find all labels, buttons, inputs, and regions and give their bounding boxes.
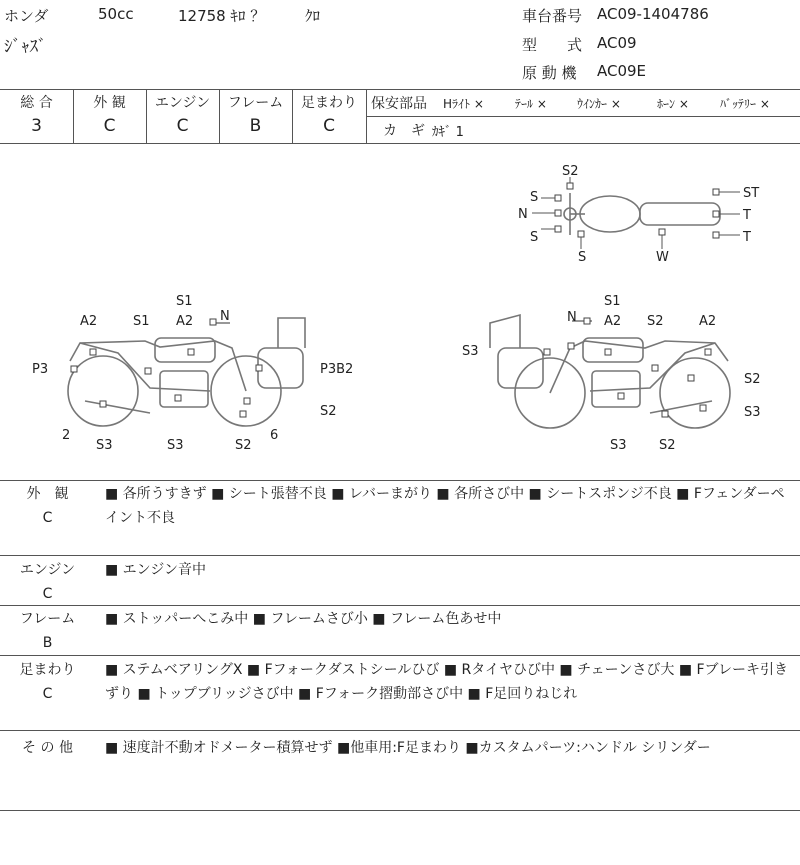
section-label-suspension: 足まわり [19, 662, 76, 678]
label-top-s2: S2 [562, 164, 579, 179]
label-left-p3: P3 [32, 362, 49, 377]
label-top-w: W [656, 250, 669, 265]
section-grade-exterior: C [42, 510, 53, 526]
key-label: カ ギ [383, 123, 425, 139]
label-right-s3-rear: S3 [744, 405, 761, 420]
key-value: ｶｷﾞ 1 [432, 125, 464, 140]
safety-item-horn: ﾎｰﾝ × [657, 97, 689, 111]
label-left-6: 6 [270, 428, 279, 443]
label-right-s3-bag: S3 [462, 344, 479, 359]
model-type-label: 型 式 [522, 36, 583, 54]
maker: ホンダ [4, 7, 49, 25]
label-left-n: N [220, 309, 230, 324]
section-grade-suspension: C [42, 686, 53, 702]
label-right-s3: S3 [610, 438, 627, 453]
section-grade-frame: B [42, 635, 53, 651]
grade-value-engine: C [176, 116, 189, 136]
label-left-a2-rear: A2 [80, 314, 98, 329]
label-right-s2-rear: S2 [744, 372, 761, 387]
engine-type-value: AC09E [597, 62, 647, 80]
label-left-s2-front: S2 [235, 438, 252, 453]
safety-item-winker: ｳｲﾝｶｰ × [577, 97, 621, 111]
label-top-s-lower: S [530, 230, 539, 245]
label-left-2: 2 [62, 428, 71, 443]
color: ｸﾛ [305, 7, 321, 25]
label-left-s3-rear: S3 [96, 438, 113, 453]
section-text-engine: ■ エンジン音中 [105, 562, 206, 578]
section-label-other: そ の 他 [22, 740, 73, 756]
label-top-st: ST [743, 186, 760, 201]
model-type-value: AC09 [597, 34, 637, 52]
bike-left-side [32, 294, 353, 453]
label-top-n: N [518, 207, 528, 222]
label-top-t1: T [743, 208, 751, 223]
grade-header-frame: フレーム [227, 95, 284, 111]
label-left-p3b2: P3B2 [320, 362, 354, 377]
frame-number-label: 車台番号 [522, 7, 583, 25]
grade-header-overall: 総 合 [20, 95, 53, 111]
model-name: ｼﾞｬｽﾞ [4, 37, 47, 57]
label-right-n: N [567, 310, 577, 325]
section-text-other: ■ 速度計不動オドメーター積算せず ■他車用:F足まわり ■カスタムパーツ:ハンドル シリンダー [105, 740, 711, 756]
bike-top-view [518, 164, 759, 265]
safety-item-headlight: Hﾗｲﾄ × [443, 97, 484, 111]
label-left-s2: S2 [320, 404, 337, 419]
section-text-suspension: ■ ステムベアリングX ■ Fフォークダストシールひび ■ Rタイヤひび中 ■ チェーンさび大 ■ Fブレーキ引きずり ■ トップブリッジさび中 ■ Fフォーク摺動部さび中 ■ F足回りねじれ [105, 662, 788, 702]
grade-value-frame: B [249, 116, 262, 136]
section-label-engine: エンジン [19, 562, 76, 578]
label-right-s2: S2 [647, 314, 664, 329]
section-text-frame: ■ ストッパーへこみ中 ■ フレームさび小 ■ フレーム色あせ中 [105, 611, 502, 627]
label-top-s-bottom: S [578, 250, 587, 265]
section-text-exterior: ■ 各所うすきず ■ シート張替不良 ■ レバーまがり ■ 各所さび中 ■ シートスポンジ不良 ■ Fフェンダーペイント不良 [105, 486, 785, 526]
label-top-s: S [530, 190, 539, 205]
grade-header-engine: エンジン [154, 95, 211, 111]
grade-value-suspension: C [323, 116, 335, 136]
section-label-frame: フレーム [19, 611, 76, 627]
label-left-s3: S3 [167, 438, 184, 453]
label-top-t2: T [743, 230, 751, 245]
bike-right-side [462, 294, 761, 453]
safety-item-taillight: ﾃｰﾙ × [515, 97, 547, 111]
label-right-s2-bottom: S2 [659, 438, 676, 453]
grade-header-exterior: 外 観 [93, 95, 126, 111]
grade-value-exterior: C [103, 116, 116, 136]
damage-diagram [0, 143, 800, 480]
safety-item-battery: ﾊﾞｯﾃﾘｰ × [720, 97, 770, 111]
label-right-a2: A2 [604, 314, 622, 329]
section-grade-engine: C [42, 586, 53, 602]
frame-number-value: AC09-1404786 [597, 5, 709, 23]
safety-parts-label: 保安部品 [371, 96, 427, 112]
section-label-exterior: 外 観 [26, 486, 69, 502]
label-left-a2: A2 [176, 314, 194, 329]
engine-type-label: 原 動 機 [522, 64, 577, 82]
label-left-s1: S1 [133, 314, 150, 329]
displacement: 50cc [98, 5, 134, 23]
grade-value-overall: 3 [31, 116, 42, 136]
grade-header-suspension: 足まわり [301, 95, 357, 111]
label-left-s1-top: S1 [176, 294, 193, 309]
label-right-s1: S1 [604, 294, 621, 309]
mileage: 12758 ｷﾛ ？ [178, 7, 266, 25]
label-right-a2-rear: A2 [699, 314, 717, 329]
